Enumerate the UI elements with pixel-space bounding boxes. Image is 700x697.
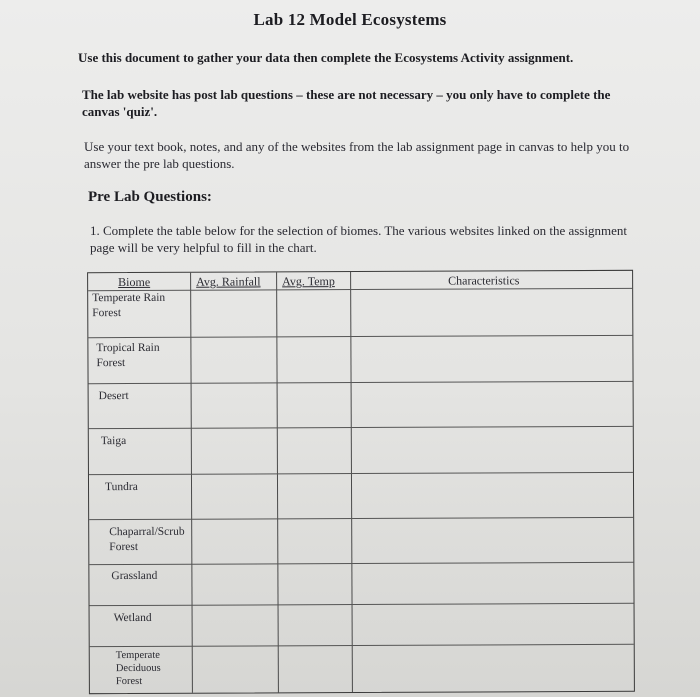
intro-paragraph: Use this document to gather your data then complete the Ecosystems Activity assignment. [78, 50, 574, 65]
instructions-paragraph: Use your text book, notes, and any of the websites from the lab assignment page in canvas to help you to answer the pre lab questions. [84, 139, 630, 171]
biome-grassland: Grassland [111, 569, 158, 583]
row-divider [90, 603, 634, 606]
biome-temperate-deciduous-forest: Temperate Deciduous Forest [115, 649, 161, 688]
row-divider [89, 381, 633, 384]
question-1: 1. Complete the table below for the selection of biomes. The various websites linked on the assignment page will be very helpful to fill in the chart. [90, 223, 627, 255]
row-divider [89, 562, 633, 565]
row-divider [89, 517, 633, 520]
biome-table [87, 270, 635, 694]
section-heading: Pre Lab Questions: [88, 189, 212, 205]
note-paragraph: The lab website has post lab questions – these are not necessary – you only have to complete the canvas 'quiz'. [82, 87, 611, 119]
header-characteristics: Characteristics [448, 273, 520, 288]
row-divider [89, 472, 633, 475]
header-avg-temp: Avg. Temp [282, 274, 335, 289]
row-divider [90, 644, 634, 647]
header-biome: Biome [118, 274, 151, 290]
biome-chaparral-scrub-forest: Chaparral/Scrub Forest [109, 525, 185, 554]
row-divider [89, 426, 633, 429]
row-divider [88, 335, 632, 338]
header-divider [88, 288, 632, 291]
document-title: Lab 12 Model Ecosystems [253, 10, 447, 29]
biome-desert: Desert [98, 390, 129, 403]
biome-tundra: Tundra [104, 480, 138, 494]
header-avg-rainfall: Avg. Rainfall [196, 274, 261, 289]
biome-wetland: Wetland [113, 611, 152, 625]
biome-tropical-rain-forest: Tropical Rain Forest [96, 341, 160, 370]
biome-temperate-rain-forest: Temperate Rain Forest [92, 291, 166, 320]
biome-taiga: Taiga [100, 435, 127, 448]
column-divider [350, 272, 353, 692]
